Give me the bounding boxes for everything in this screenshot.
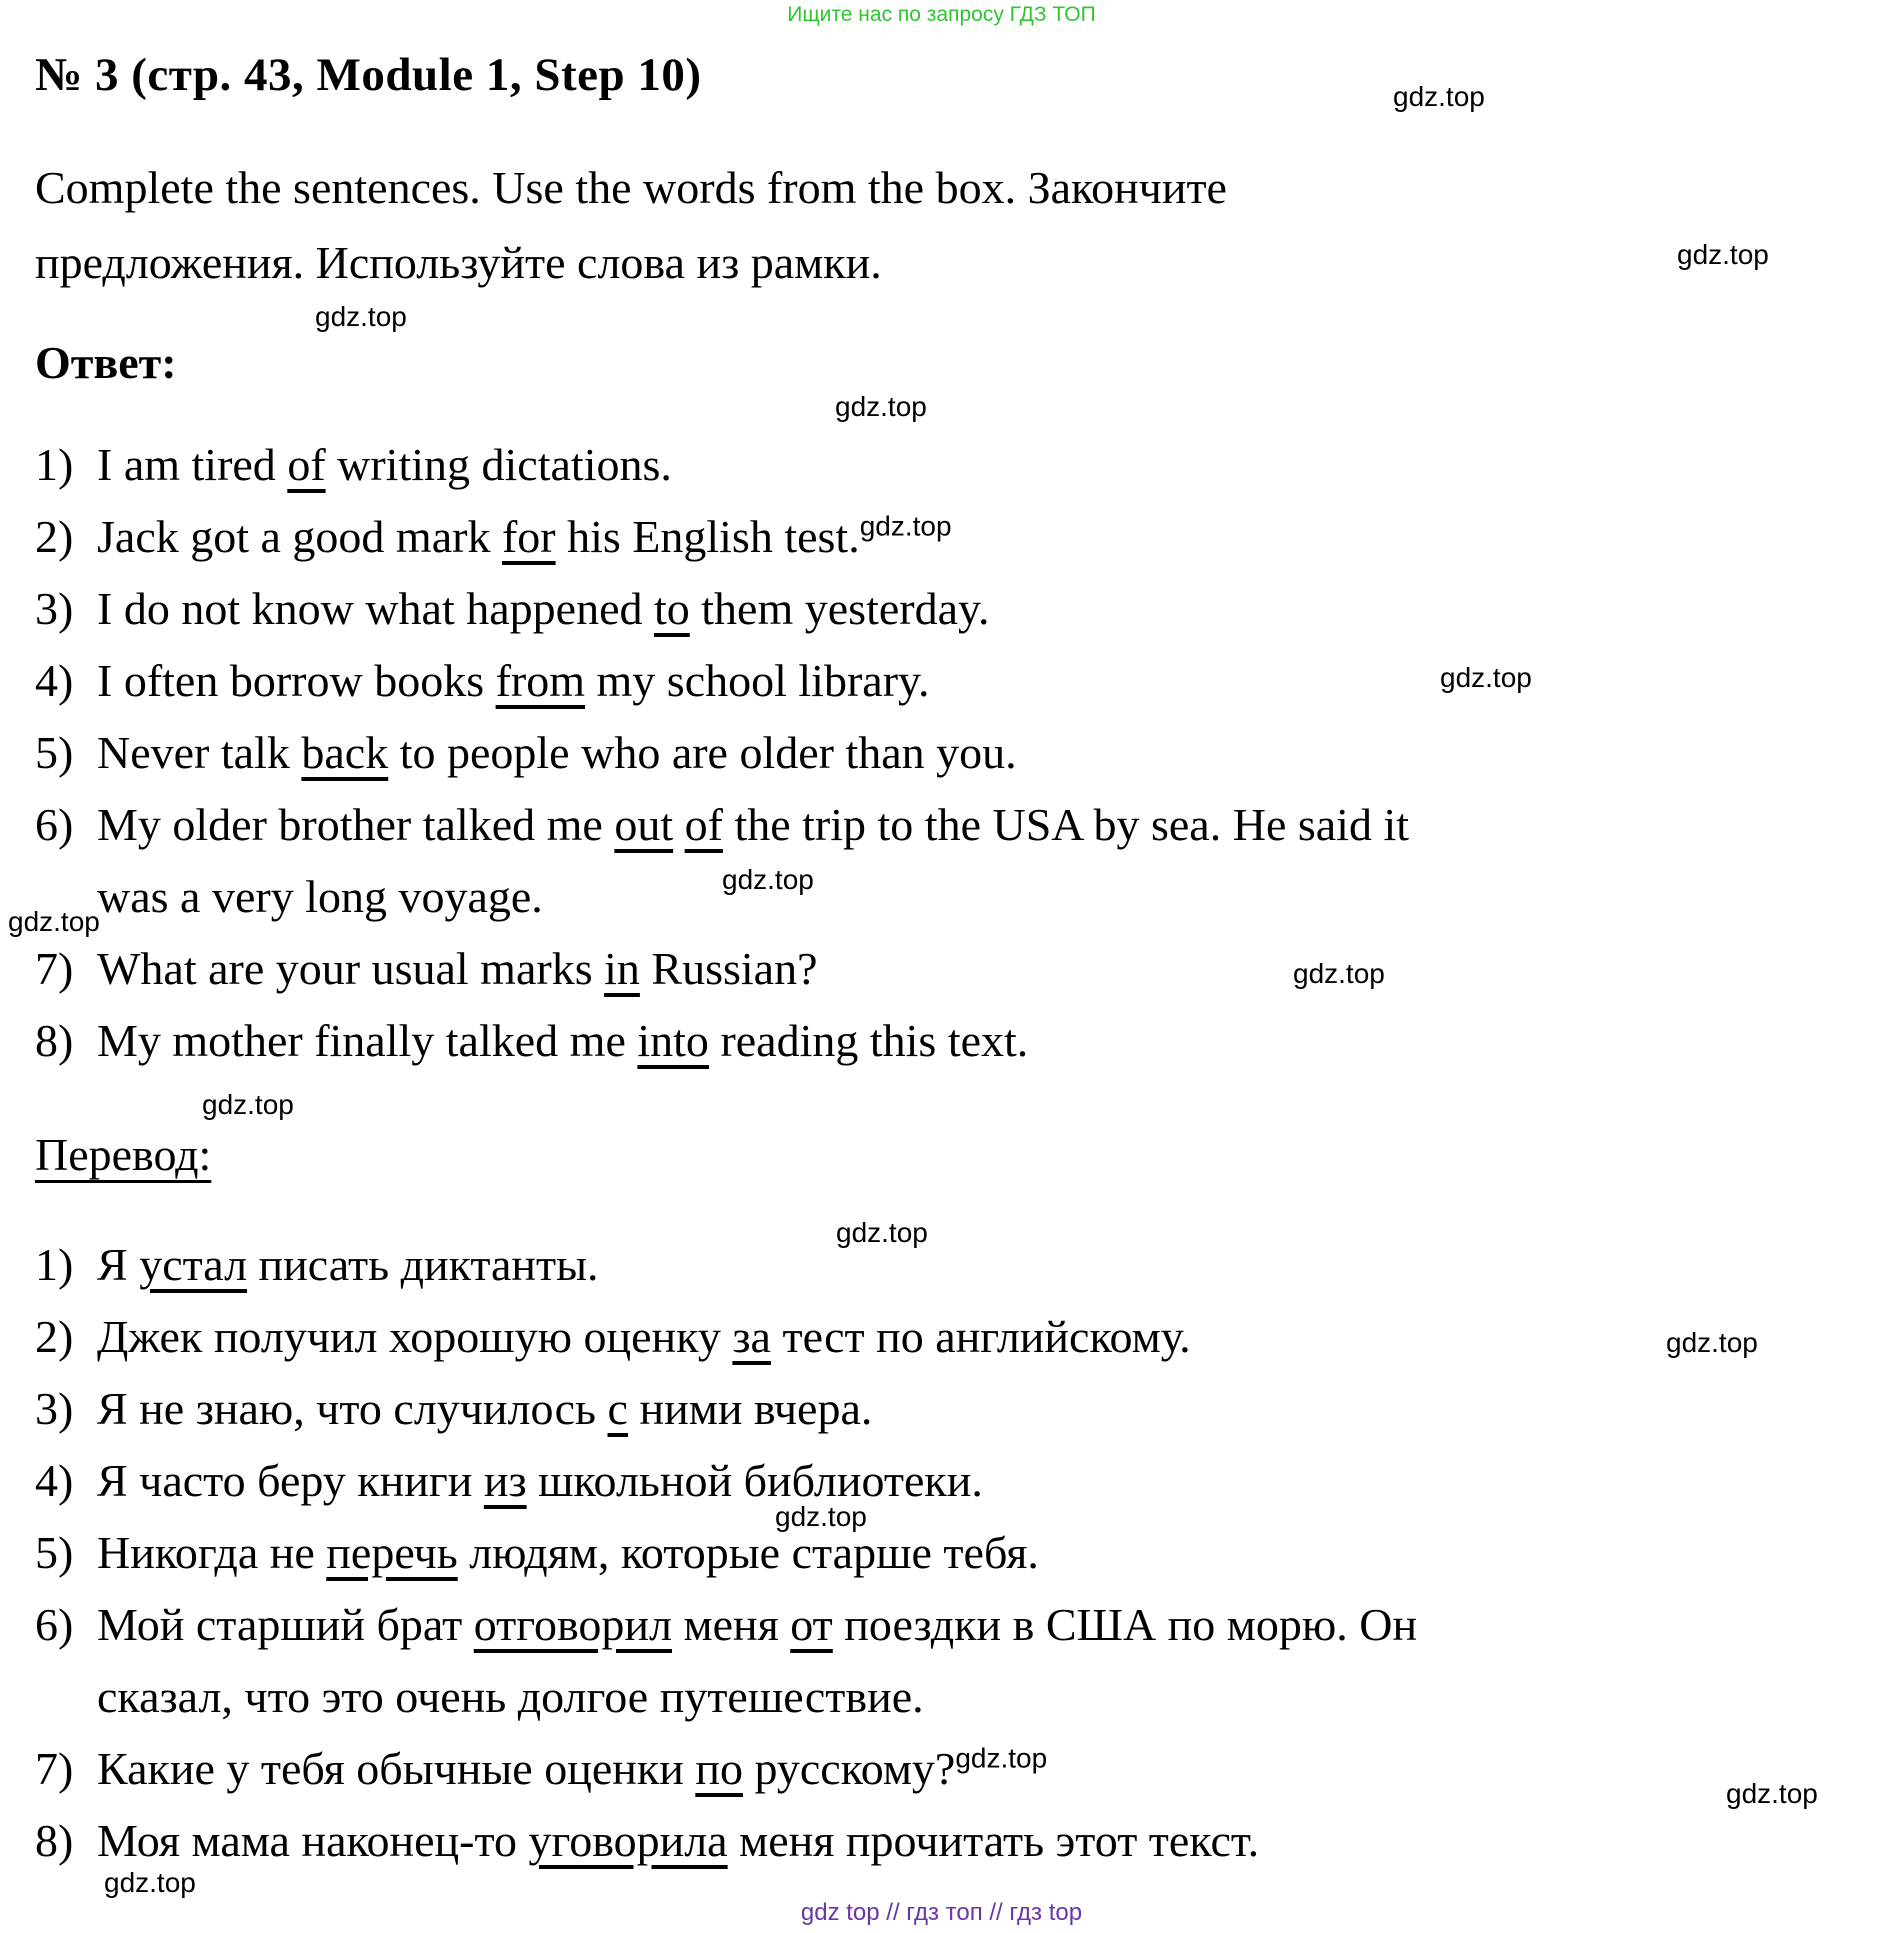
item-text [97,501,1843,573]
exercise-title: № 3 (стр. 43, Module 1, Step 10) [35,49,702,101]
underlined-word: in [604,943,640,994]
item-text [97,933,1843,1005]
underlined-word: into [637,1015,709,1066]
item-number: 7) [35,943,74,994]
gdz-watermark: gdz.top [104,1867,196,1898]
gdz-watermark: gdz.top [1666,1327,1758,1358]
item-number: 7) [35,1743,74,1794]
text-segment: Jack got a good mark [97,511,502,562]
text-segment: I am tired [97,439,288,490]
item-number: 6) [35,799,74,850]
gdz-watermark-superscript: gdz.top [859,510,952,542]
underlined-word: от [790,1599,833,1650]
list-item [35,789,1843,933]
text-segment: писать диктанты. [247,1239,599,1290]
underlined-word: за [732,1311,771,1362]
list-item [35,1805,1843,1877]
text-segment: My mother finally talked me [97,1015,638,1066]
list-item [35,1229,1843,1301]
item-text [97,1805,1843,1877]
list-item [35,1733,1843,1805]
text-segment: I do not know what happened [97,583,654,634]
list-item [35,573,1843,645]
underlined-word: for [501,511,556,562]
text-segment: Моя мама наконец-то [97,1815,529,1866]
gdz-watermark: gdz.top [1726,1778,1818,1809]
item-text [97,429,1843,501]
text-segment: was a very long voyage. [97,871,543,922]
item-text [97,1373,1843,1445]
text-segment: What are your usual marks [97,943,605,994]
item-text [97,1005,1843,1077]
list-item [35,1517,1843,1589]
text-segment: writing dictations. [325,439,672,490]
item-number: 2) [35,511,74,562]
text-segment: I often borrow books [97,655,496,706]
underlined-word: перечь [326,1527,458,1578]
translation-heading: Перевод: [35,1129,212,1180]
text-segment: reading this text. [708,1015,1029,1066]
gdz-watermark: gdz.top [836,1217,928,1248]
item-number: 5) [35,1527,74,1578]
item-number: 1) [35,439,74,490]
underlined-word: устал [139,1239,248,1290]
text-segment: them yesterday. [689,583,990,634]
text-segment: ними вчера. [627,1383,873,1434]
text-segment: his English test. [555,511,860,562]
gdz-watermark: gdz.top [775,1501,867,1532]
underlined-word: out [614,799,674,850]
item-text [97,1301,1843,1373]
list-item [35,1445,1843,1517]
underlined-word: back [301,727,389,778]
item-number: 5) [35,727,74,778]
gdz-watermark: gdz.top [202,1089,294,1120]
text-segment: меня прочитать этот текст. [727,1815,1260,1866]
list-item [35,1005,1843,1077]
text-segment: my school library. [585,655,930,706]
gdz-watermark: gdz.top [1293,958,1385,989]
text-segment: Я часто беру книги [97,1455,484,1506]
text-segment: to people who are older than you. [388,727,1017,778]
list-item [35,1301,1843,1373]
list-item [35,1589,1843,1733]
gdz-watermark: gdz.top [722,864,814,895]
answer-heading: Ответ: [35,337,177,388]
gdz-watermark: gdz.top [1440,662,1532,693]
underlined-word: из [483,1455,527,1506]
gdz-watermark: gdz.top [8,906,100,937]
underlined-word: of [684,799,723,850]
underlined-word: from [495,655,586,706]
answer-list [35,429,1843,1077]
text-segment: поездки в США по морю. Он [832,1599,1418,1650]
underlined-word: of [287,439,326,490]
item-text [97,1445,1843,1517]
task-line-1: Complete the sentences. Use the words from the box. Закончите [35,162,1227,213]
item-number: 3) [35,1383,74,1434]
underlined-word: отговорил [473,1599,672,1650]
item-number: 8) [35,1815,74,1866]
underlined-word: уговорила [528,1815,728,1866]
text-segment: русскому? [742,1743,956,1794]
list-item [35,501,1843,573]
list-item [35,1373,1843,1445]
gdz-watermark: gdz.top [1677,239,1769,270]
text-segment: Я [97,1239,140,1290]
text-segment: людям, которые старше тебя. [457,1527,1039,1578]
text-segment: Russian? [639,943,818,994]
translation-list [35,1229,1843,1877]
list-item [35,717,1843,789]
text-segment: Джек получил хорошую оценку [97,1311,733,1362]
gdz-watermark: gdz.top [1393,81,1485,112]
item-number: 1) [35,1239,74,1290]
gdz-watermark-superscript: gdz.top [955,1742,1048,1774]
gdz-watermark: gdz.top [835,391,927,422]
underlined-word: по [695,1743,743,1794]
item-number: 6) [35,1599,74,1650]
text-segment: Какие у тебя обычные оценки [97,1743,696,1794]
list-item [35,429,1843,501]
item-number: 2) [35,1311,74,1362]
item-text [97,1589,1843,1733]
item-number: 4) [35,1455,74,1506]
task-description [35,150,1635,300]
promo-banner-text: Ищите нас по запросу ГДЗ ТОП [787,3,1096,26]
item-text [97,1229,1843,1301]
text-segment: Never talk [97,727,302,778]
text-segment: сказал, что это очень долгое путешествие. [97,1671,924,1722]
text-segment: меня [671,1599,791,1650]
underlined-word: с [607,1383,628,1434]
gdz-watermark: gdz.top [315,301,407,332]
list-item [35,645,1843,717]
underlined-word: to [654,583,690,634]
list-item [35,933,1843,1005]
item-text [97,717,1843,789]
item-text [97,789,1843,933]
item-text [97,573,1843,645]
item-text [97,645,1843,717]
text-segment: тест по английскому. [770,1311,1191,1362]
text-segment [673,799,685,850]
item-number: 8) [35,1015,74,1066]
item-text [97,1733,1843,1805]
text-segment: школьной библиотеки. [526,1455,983,1506]
task-line-2: предложения. Используйте слова из рамки. [35,237,882,288]
text-segment: the trip to the USA by sea. He said it [722,799,1410,850]
text-segment: My older brother talked me [97,799,615,850]
text-segment: Никогда не [97,1527,327,1578]
text-segment: Я не знаю, что случилось [97,1383,608,1434]
item-number: 4) [35,655,74,706]
item-text [97,1517,1843,1589]
item-number: 3) [35,583,74,634]
text-segment: Мой старший брат [97,1599,474,1650]
footer-watermark-text: gdz top // гдз топ // гдз top [800,1899,1083,1926]
